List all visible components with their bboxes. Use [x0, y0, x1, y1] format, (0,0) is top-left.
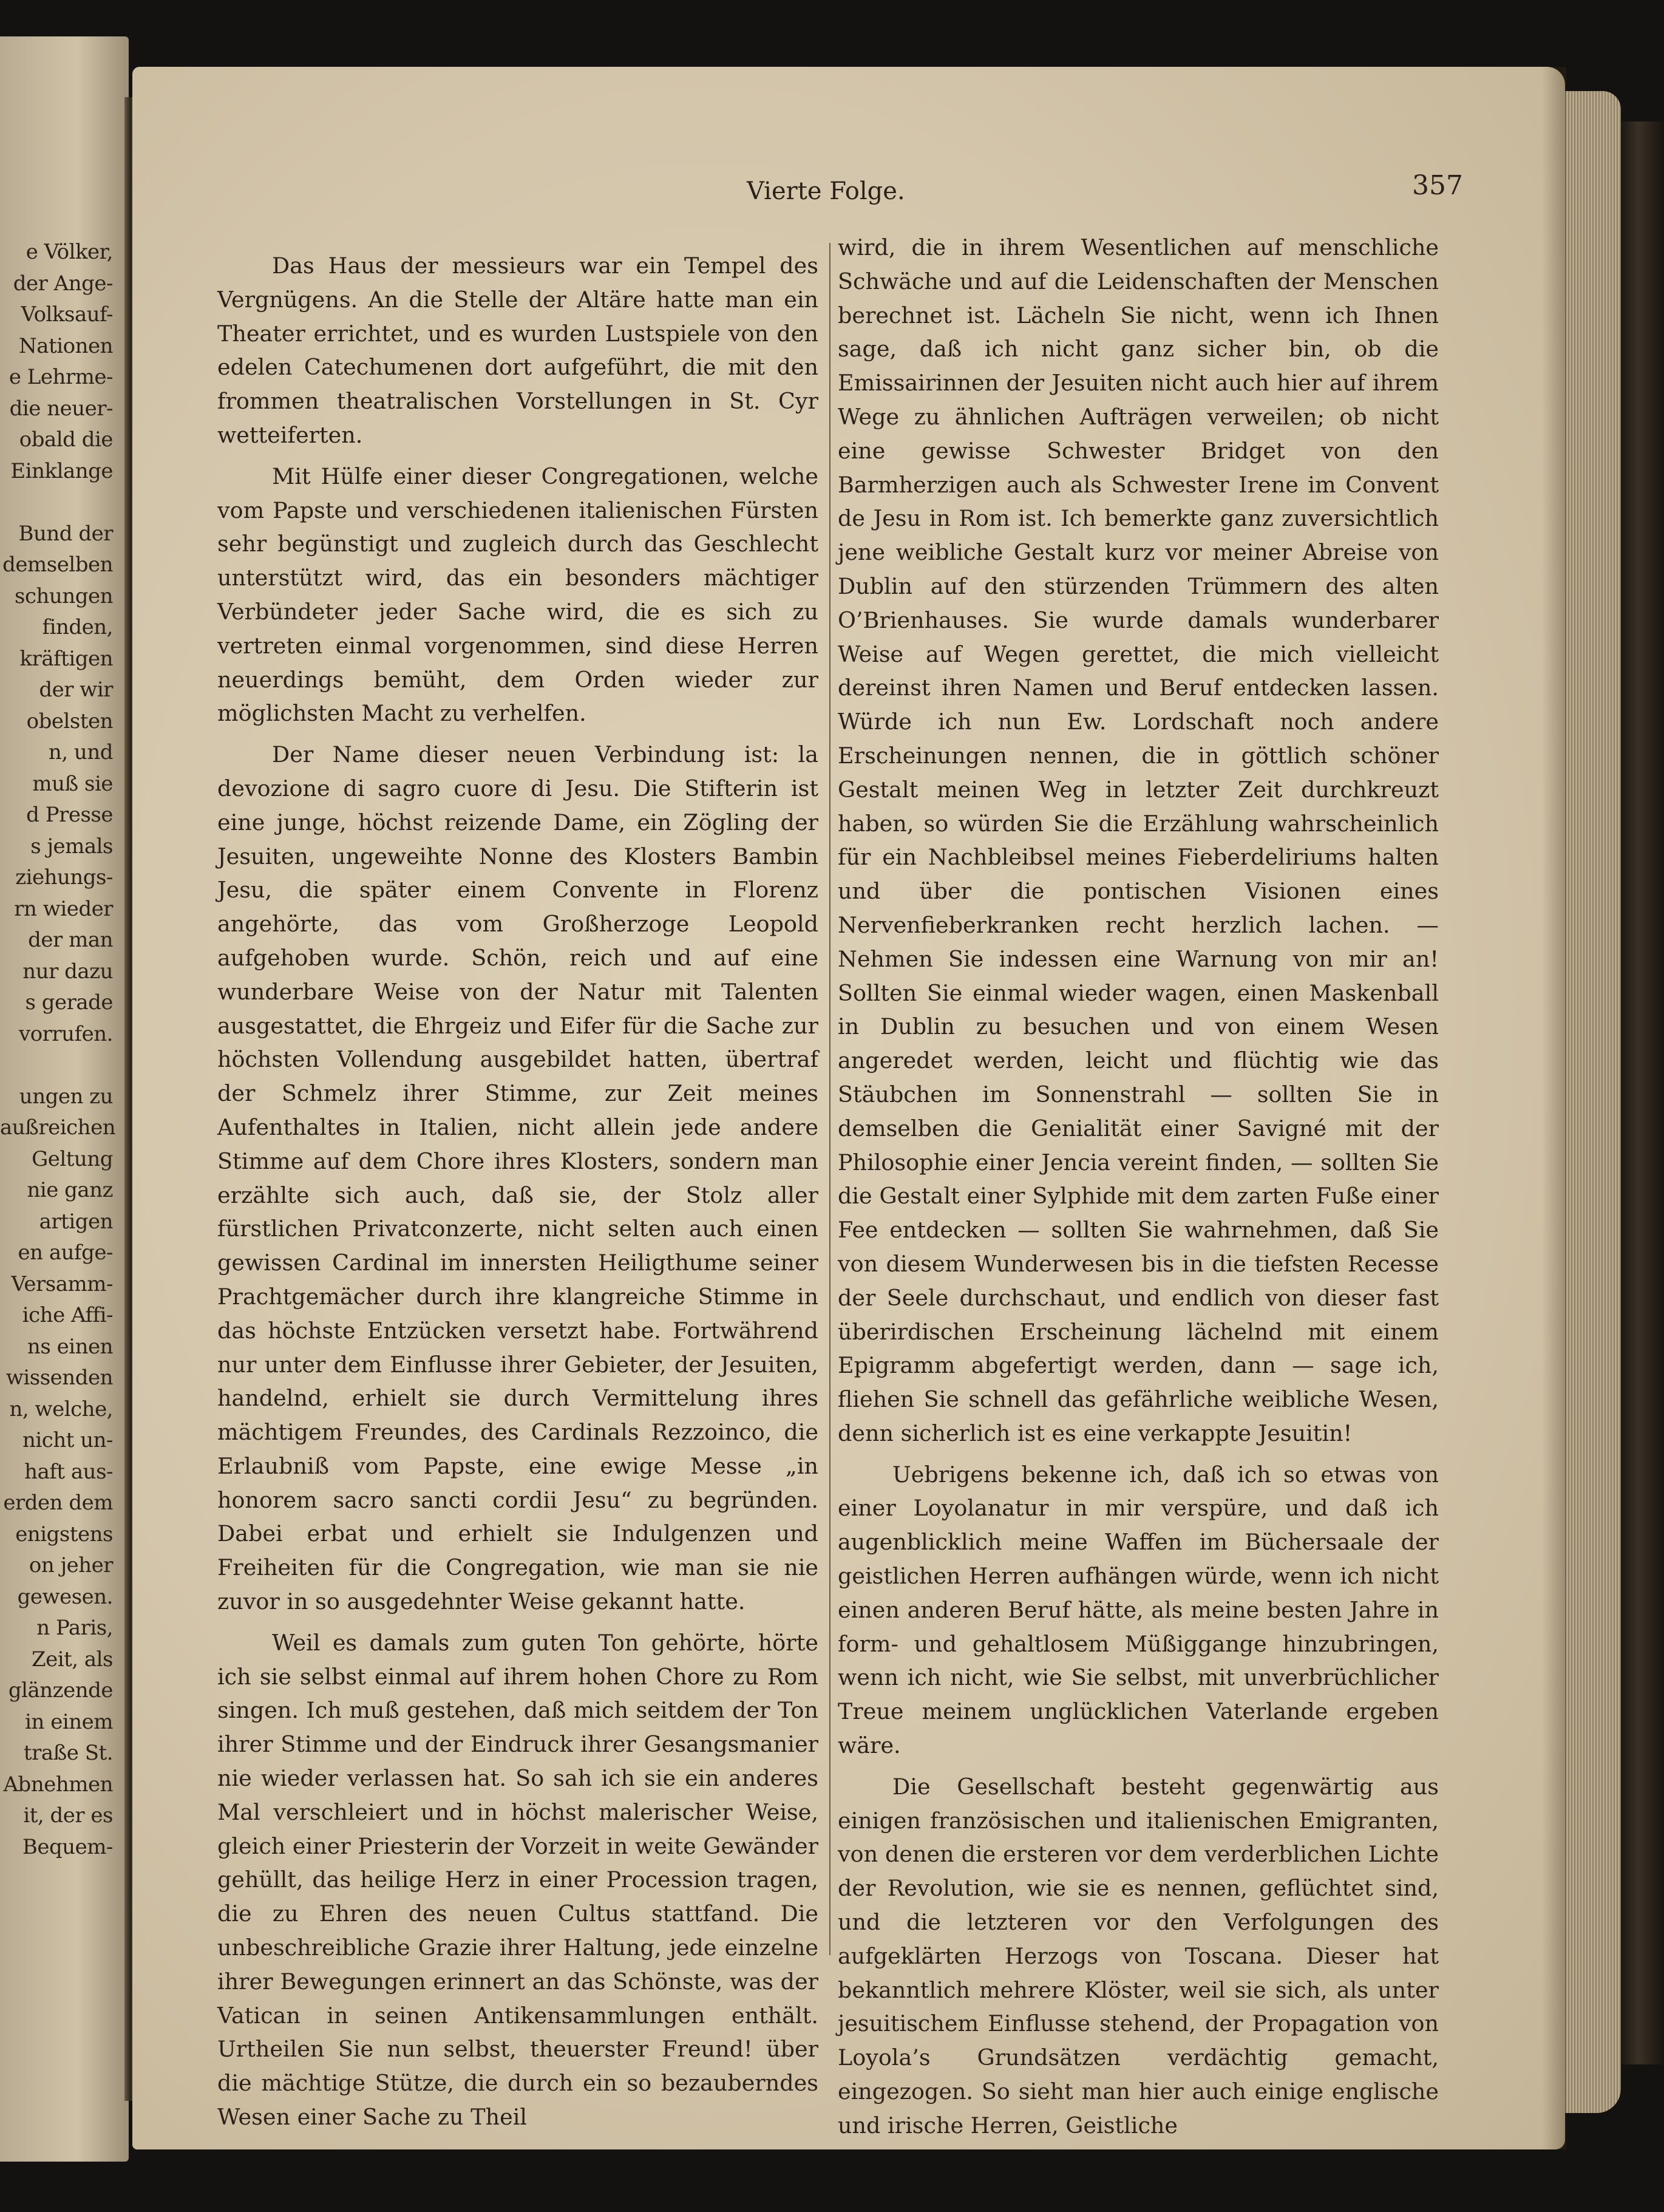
- page-header: [747, 170, 1463, 213]
- previous-page-line-fragment: in einem: [25, 1709, 113, 1734]
- previous-page-line-fragment: obelsten: [26, 709, 113, 733]
- left-text-column: [217, 249, 818, 2134]
- paragraph: Weil es damals zum guten Ton gehörte, hörte ich sie selbst einmal auf ihrem hohen Chore zu Rom singen. Ich muß gestehen, daß mich seitdem der Ton ihrer Stimme und der Eindruck ihrer Gesangsmanier nie wieder verlassen hat. So sah ich sie ein anderes Mal verschleiert und in höchst malerischer Weise, gleich einer Priesterin der Vorzeit in weite Gewänder gehüllt, das heilige Herz in einer Procession tragen, die zu Ehren des neuen Cultus stattfand. Die unbeschreibliche Grazie ihrer Haltung, jede einzelne ihrer Bewegungen erinnert an das Schönste, was der Vatican in seinen Antikensammlungen enthält. Urtheilen Sie nun selbst, theuerster Freund! über die mächtige Stütze, die durch ein so bezauberndes Wesen einer Sache zu Theil: [217, 1629, 818, 2131]
- previous-page-line-fragment: d Presse: [26, 803, 113, 827]
- previous-page-line-fragment: außreichen: [0, 1115, 116, 1140]
- previous-page-line-fragment: der Ange-: [13, 271, 113, 296]
- previous-page-line-fragment: nie ganz: [27, 1178, 113, 1202]
- previous-page-line-fragment: Nationen: [19, 333, 113, 358]
- previous-page-line-fragment: Volksauf-: [21, 302, 113, 327]
- previous-page-sliver: [0, 36, 129, 2162]
- paragraph: Der Name dieser neuen Verbindung ist: la devozione di sagro cuore di Jesu. Die Stifterin ist eine junge, höchst reizende Dame, ein Zögling der Jesuiten, ungeweihte Nonne des Klosters Bambin Jesu, die später einem Convente in Florenz angehörte, das vom Großherzoge Leopold aufgehoben wurde. Schön, reich und auf eine wunderbare Weise von der Natur mit Talenten ausgestattet, die Ehrgeiz und Eifer für die Sache zur höchsten Vollendung ausgebildet hatten, übertraf der Schmelz ihrer Stimme, zur Zeit meines Aufenthaltes in Italien, nicht allein jede andere Stimme auf dem Chore ihres Klosters, sondern man erzählte sich auch, daß sie, der Stolz aller fürstlichen Privatconzerte, nicht selten auch einen gewissen Cardinal im innersten Heiligthume seiner Prachtgemächer durch ihre klangreiche Stimme in das höchste Entzücken versetzt habe. Fortwährend nur unter dem Einflusse ihrer Gebieter, der Jesuiten, handelnd, erhielt sie durch Vermittelung ihres mächtigem Freundes, des Cardinals Rezzoinco, die Erlaubniß vom Papste, eine ewige Messe „in honorem sacro sancti cordii Jesu“ zu begründen. Dabei erbat und erhielt sie Indulgenzen und Freiheiten für die Congregation, wie man sie nie zuvor in so ausgedehnter Weise gekannt hatte.: [217, 741, 818, 1615]
- previous-page-line-fragment: artigen: [39, 1209, 113, 1234]
- paragraph: Uebrigens bekenne ich, daß ich so etwas von einer Loyolanatur in mir verspüre, und daß ich augenblicklich meine Waffen im Büchersaale der geistlichen Herren aufhängen würde, wenn ich nicht einen anderen Beruf hätte, als meine besten Jahre in form- und gehaltlosem Müßiggange hinzubringen, wenn ich nicht, wie Sie selbst, mit unverbrüchlicher Treue meinem unglücklichen Vaterlande ergeben wäre.: [838, 1461, 1439, 1759]
- previous-page-line-fragment: vorrufen.: [19, 1021, 113, 1046]
- paragraph: Mit Hülfe einer dieser Congregationen, welche vom Papste und verschiedenen italienischen Fürsten sehr begünstigt und zugleich durch das Geschlecht unterstützt wird, das ein besonders mächtiger Verbündeter jeder Sache wird, die es sich zu vertreten einmal vorgenommen, sind diese Herren neuerdings bemüht, dem Orden wieder zur möglichsten Macht zu verhelfen.: [217, 463, 818, 727]
- column-divider: [829, 243, 830, 1955]
- previous-page-line-fragment: Geltung: [32, 1146, 113, 1171]
- previous-page-line-fragment: der wir: [39, 678, 113, 702]
- previous-page-line-fragment: muß sie: [32, 771, 113, 796]
- previous-page-line-fragment: haft aus-: [24, 1459, 113, 1484]
- previous-page-line-fragment: glänzende: [8, 1678, 113, 1703]
- previous-page-line-fragment: s jemals: [30, 834, 113, 859]
- previous-page-line-fragment: ns einen: [27, 1334, 113, 1359]
- previous-page-line-fragment: e Völker,: [25, 240, 113, 264]
- previous-page-line-fragment: on jeher: [29, 1553, 113, 1577]
- paragraph: Das Haus der messieurs war ein Tempel des Vergnügens. An die Stelle der Altäre hatte man ein Theater errichtet, und es wurden Lustspiele von den edelen Catechumenen dort aufgeführt, die mit den frommen theatralischen Vorstellungen in St. Cyr wetteiferten.: [217, 253, 818, 448]
- previous-page-line-fragment: nur dazu: [22, 959, 113, 984]
- previous-page-line-fragment: der man: [28, 928, 113, 952]
- previous-page-line-fragment: die neuer-: [9, 396, 113, 421]
- previous-page-line-fragment: n, welche,: [9, 1397, 113, 1421]
- previous-page-line-fragment: wissenden: [5, 1366, 113, 1390]
- previous-page-line-fragment: ziehungs-: [15, 865, 113, 890]
- previous-page-line-fragment: it, der es: [23, 1803, 113, 1828]
- previous-page-line-fragment: iche Affi-: [22, 1303, 113, 1327]
- previous-page-line-fragment: Abnehmen: [3, 1772, 113, 1797]
- previous-page-line-fragment: s gerade: [25, 990, 113, 1015]
- paragraph: Die Gesellschaft besteht gegenwärtig aus einigen französischen und italienischen Emigranten, von denen die ersteren vor dem verderblichen Lichte der Revolution, wie sie es nennen, geflüchtet sind, und die letzteren vor den Verfolgungen des aufgeklärten Herzogs von Toscana. Dieser hat bekanntlich mehrere Klöster, weil sie sich, als unter jesuitischem Einflusse stehend, der Propagation von Loyola’s Grundsätzen verdächtig gemacht, eingezogen. So sieht man hier auch einige englische und irische Herren, Geistliche: [838, 1773, 1439, 2139]
- previous-page-line-fragment: traße St.: [23, 1741, 113, 1765]
- paragraph-continued: wird, die in ihrem Wesentlichen auf menschliche Schwäche und auf die Leidenschaften der Menschen berechnet ist. Lächeln Sie nicht, wenn ich Ihnen sage, daß ich nicht ganz sicher bin, ob die Emissairinnen der Jesuiten nicht auch hier auf ihrem Wege zu ähnlichen Aufträgen verweilen; ob nicht eine gewisse Schwester Bridget von den Barmherzigen auch als Schwester Irene im Convent de Jesu in Rom ist. Ich bemerkte ganz zuversichtlich jene weibliche Gestalt kurz vor meiner Abreise von Dublin auf den stürzenden Trümmern des alten O’Brienhauses. Sie wurde damals wunderbarer Weise auf Wegen gerettet, die mich vielleicht dereinst ihren Namen und Beruf entdecken lassen. Würde ich nun Ew. Lordschaft noch andere Erscheinungen nennen, die in göttlich schöner Gestalt meinen Weg in letzter Zeit durchkreuzt haben, so würden Sie die Erzählung wahrscheinlich für ein Nachbleibsel meines Fieberdeliriums halten und über die pontischen Visionen eines Nervenfieberkranken recht herzlich lachen. — Nehmen Sie indessen eine Warnung von mir an! Sollten Sie einmal wieder wagen, einen Maskenball in Dublin zu besuchen und von einem Wesen angeredet werden, leicht und flüchtig wie das Stäubchen im Sonnenstrahl — sollten Sie in demselben die Genialität einer Savigné mit der Philosophie einer Jencia vereint finden, — sollten Sie die Gestalt einer Sylphide mit dem zarten Fuße einer Fee entdecken — sollten Sie wahrnehmen, daß Sie von diesem Wunderwesen bis in die tiefsten Recesse der Seele durchschaut, und endlich von dieser fast überirdischen Erscheinung lächelnd mit einem Epigramm abgefertigt werden, dann — sage ich, fliehen Sie schnell das gefährliche weibliche Wesen, denn sicherlich ist es eine verkappte Jesuitin!: [838, 234, 1439, 1446]
- previous-page-line-fragment: n, und: [48, 740, 113, 764]
- previous-page-line-fragment: kräftigen: [19, 646, 113, 671]
- previous-page-line-fragment: ungen zu: [19, 1084, 113, 1109]
- previous-page-line-fragment: Bequem-: [22, 1834, 113, 1859]
- page-number: 357: [1412, 170, 1463, 201]
- previous-page-line-fragment: finden,: [42, 615, 113, 639]
- running-head: Vierte Folge.: [747, 177, 905, 205]
- previous-page-line-fragment: Bund der: [18, 521, 113, 546]
- previous-page-line-fragment: Versamm-: [11, 1271, 113, 1296]
- previous-page-line-fragment: enigstens: [15, 1522, 113, 1547]
- previous-page-line-fragment: rn wieder: [14, 896, 113, 921]
- previous-page-line-fragment: en aufge-: [18, 1240, 113, 1265]
- page-shadow: [1542, 67, 1566, 2149]
- previous-page-line-fragment: demselben: [2, 553, 113, 577]
- previous-page-line-fragment: obald die: [19, 427, 113, 452]
- previous-page-line-fragment: Einklange: [10, 458, 113, 483]
- previous-page-line-fragment: Zeit, als: [32, 1647, 113, 1672]
- right-text-column: [838, 231, 1439, 2143]
- previous-page-line-fragment: gewesen.: [17, 1584, 113, 1609]
- previous-page-line-fragment: erden dem: [3, 1491, 113, 1515]
- previous-page-line-fragment: schungen: [15, 584, 113, 608]
- previous-page-line-fragment: nicht un-: [22, 1428, 113, 1452]
- previous-page-line-fragment: n Paris,: [36, 1616, 113, 1640]
- previous-page-line-fragment: e Lehrme-: [8, 365, 113, 389]
